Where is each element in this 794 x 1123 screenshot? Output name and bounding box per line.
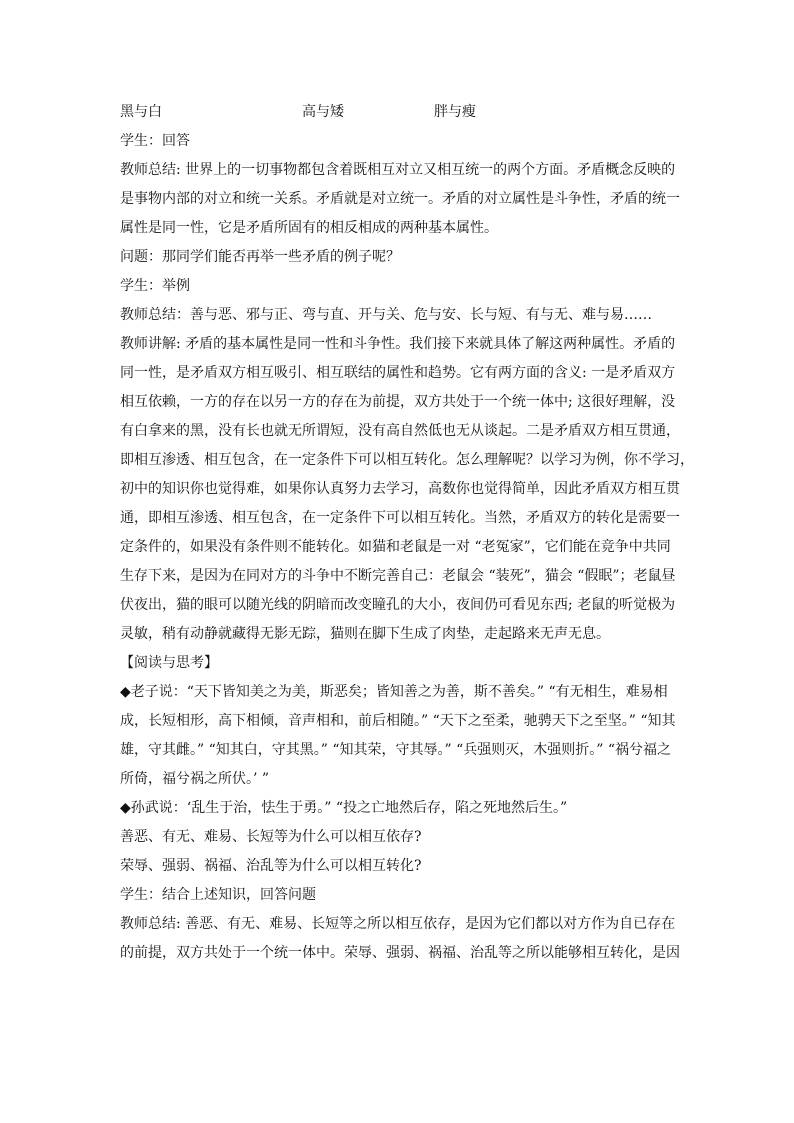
text-line: 通，即相互渗透、相互包含，在一定条件下可以相互转化。当然，矛盾双方的转化是需要一 — [120, 510, 680, 526]
text-line: 学生：回答 — [120, 133, 190, 149]
text-line: 成，长短相形，高下相倾，音声相和，前后相随。” “天下之至柔，驰骋天下之至坚。” “知其 — [120, 713, 676, 729]
text-line: 即相互渗透、相互包含，在一定条件下可以相互转化。怎么理解呢？以学习为例，你不学习， — [120, 452, 694, 468]
text-line: 属性是同一性，它是矛盾所固有的相反相成的两种基本属性。 — [120, 220, 498, 236]
text-line: 教师讲解: 矛盾的基本属性是同一性和斗争性。我们接下来就具体了解这两种属性。矛盾的 — [120, 336, 676, 352]
document-body — [120, 98, 694, 968]
text-line: ◆老子说：“天下皆知美之为美，斯恶矣；皆知善之为善，斯不善矣。” “有无相生，难易相 — [120, 684, 668, 700]
text-line: 有白拿来的黑，没有长也就无所谓短，没有高自然低也无从谈起。二是矛盾双方相互贯通， — [120, 423, 680, 439]
text-line: 教师总结：善与恶、邪与正、弯与直、开与关、危与安、长与短、有与无、难与易…… — [120, 307, 652, 323]
text-line: 问题：那同学们能否再举一些矛盾的例子呢？ — [120, 249, 400, 265]
text-line: 伏夜出，猫的眼可以随光线的阴暗而改变瞳孔的大小，夜间仍可看见东西; 老鼠的听觉极为 — [120, 597, 676, 613]
text-line: 学生：结合上述知识，回答问题 — [120, 887, 316, 903]
text-line: 教师总结: 善恶、有无、难易、长短等之所以相互依存，是因为它们都以对方作为自已存在 — [120, 916, 676, 932]
text-line: ◆孙武说：‘乱生于治，怯生于勇。” “投之亡地然后存，陷之死地然后生。” — [120, 800, 568, 816]
heading-pair-1: 黑与白 — [120, 104, 162, 120]
heading-row — [120, 98, 680, 127]
heading-pair-2: 高与矮 — [302, 104, 344, 120]
text-line: 初中的知识你也觉得难，如果你认真努力去学习，高数你也觉得简单，因此矛盾双方相互贯 — [120, 481, 680, 497]
text-line: 灵敏，稍有动静就藏得无影无踪，猫则在脚下生成了肉垫，走起路来无声无息。 — [120, 626, 610, 642]
text-line: 荣辱、强弱、祸福、治乱等为什么可以相互转化? — [120, 858, 422, 874]
paragraph-lines — [120, 127, 694, 968]
text-line: 雄，守其雌。” “知其白，守其黑。” “知其荣，守其辱。” “兵强则灭，木强则折。” “祸兮福之 — [120, 742, 672, 758]
text-line: 教师总结: 世界上的一切事物都包含着既相互对立又相互统一的两个方面。矛盾概念反映的 — [120, 162, 676, 178]
text-line: 是事物内部的对立和统一关系。矛盾就是对立统一。矛盾的对立属性是斗争性，矛盾的统一 — [120, 191, 680, 207]
text-line: 学生：举例 — [120, 278, 190, 294]
text-line: 所倚，福兮祸之所伏。’ ” — [120, 771, 270, 787]
text-line: 定条件的，如果没有条件则不能转化。如猫和老鼠是一对 “老冤家”，它们能在竞争中共同 — [120, 539, 671, 555]
text-line: 相互依赖，一方的存在以另一方的存在为前提，双方共处于一个统一体中; 这很好理解，没 — [120, 394, 676, 410]
text-line: 同一性，是矛盾双方相互吸引、相互联结的属性和趋势。它有两方面的含义: 一是矛盾双方 — [120, 365, 676, 381]
heading-pair-3: 胖与瘦 — [434, 104, 476, 120]
text-line: 善恶、有无、难易、长短等为什么可以相互依存? — [120, 829, 422, 845]
text-line: 生存下来，是因为在同对方的斗争中不断完善自己：老鼠会 “装死”，猫会 “假眠”；老鼠昼 — [120, 568, 676, 584]
text-line: 的前提，双方共处于一个统一体中。荣辱、强弱、祸福、治乱等之所以能够相互转化，是因 — [120, 945, 680, 961]
text-line: 【阅读与思考】 — [120, 655, 218, 671]
